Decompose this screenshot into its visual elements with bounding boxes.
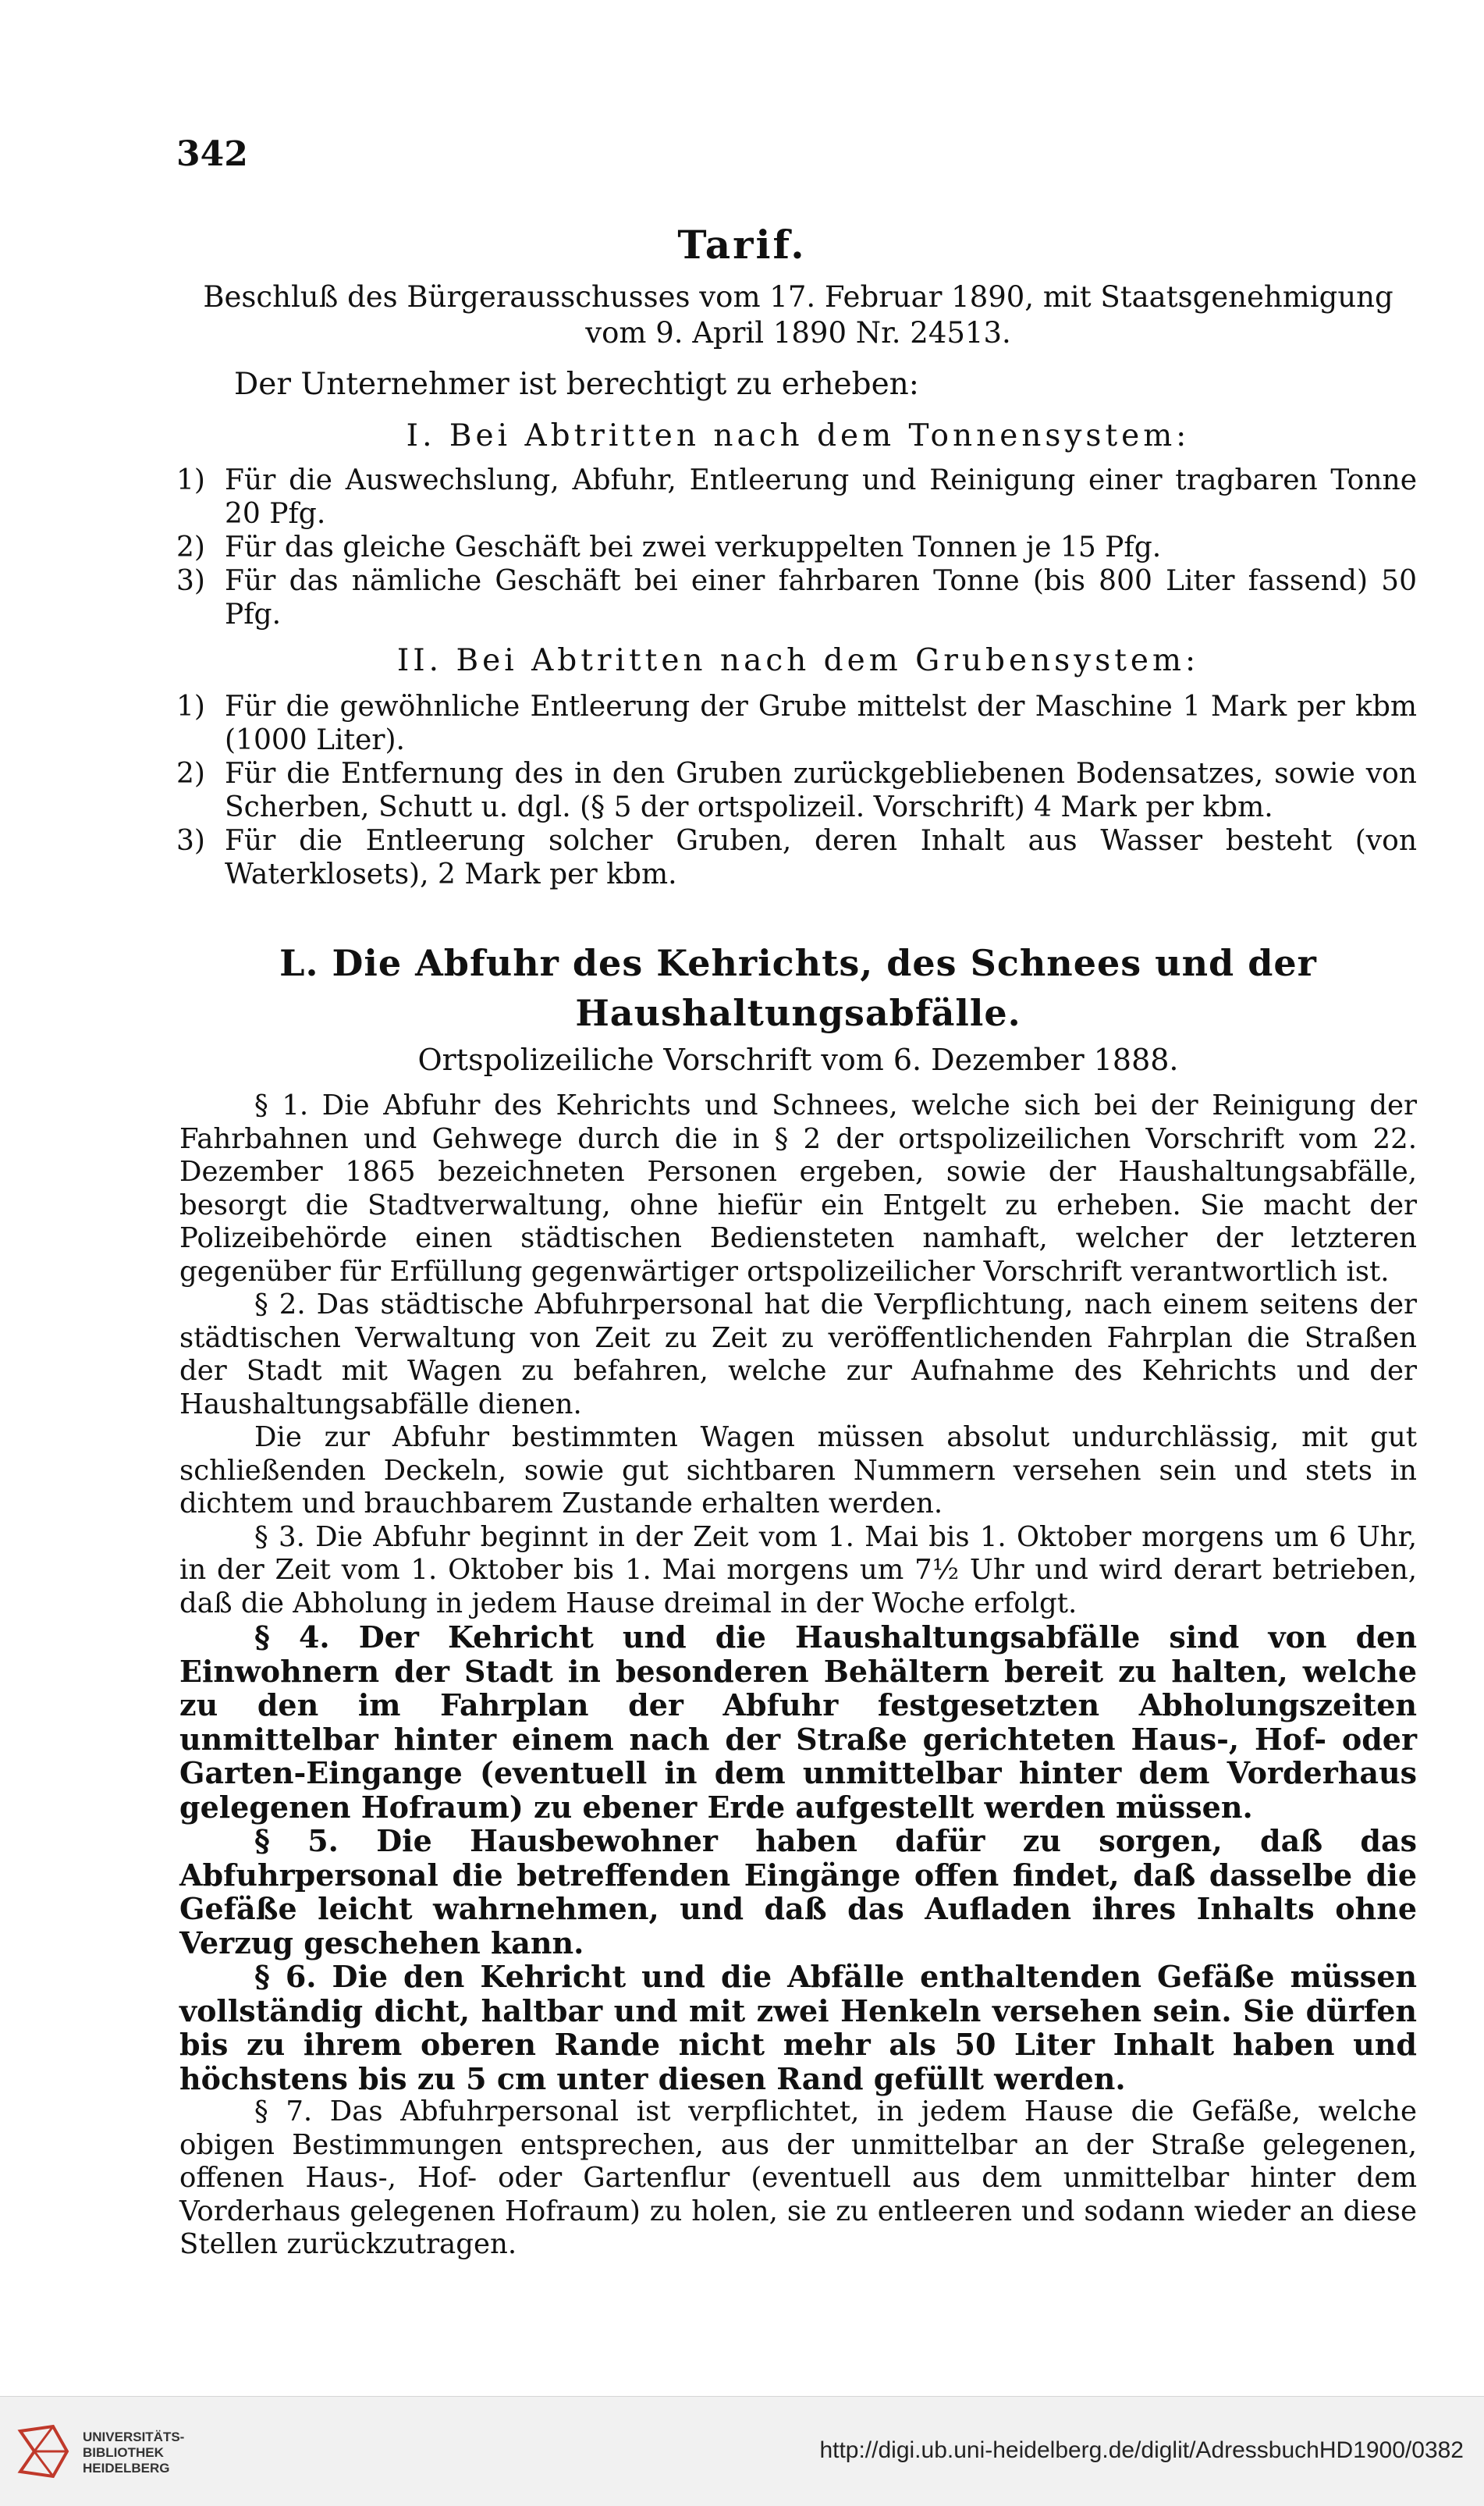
paragraph: Die zur Abfuhr bestimmten Wagen müssen absolut undurchlässig, mit gut schließenden Deckeln, sowie gut sichtbaren Nummern versehen sein und stets in dichtem und brauchbarem Zustande erhalten werden.	[179, 1421, 1417, 1520]
item-text: Für das gleiche Geschäft bei zwei verkuppelten Tonnen je 15 Pfg.	[225, 531, 1162, 563]
intro-line: Der Unternehmer ist berechtigt zu erheben:	[234, 367, 919, 402]
page-number: 342	[176, 134, 248, 174]
chapter-heading-line: Haushaltungsabfälle.	[575, 992, 1021, 1034]
decree-note	[179, 279, 1417, 351]
item-text: Für die gewöhnliche Entleerung der Grube mittelst der Maschine 1 Mark per kbm (1000 Liter).	[225, 691, 1417, 756]
item-number: 1)	[176, 464, 205, 496]
bold-paragraph: § 5. Die Hausbewohner haben dafür zu sorgen, daß das Abfuhrpersonal die betreffenden Eingänge offen findet, daß dasselbe die Gefäße leicht wahrnehmen, und daß das Aufladen ihres Inhalts ohne Verzug geschehen kann.	[179, 1823, 1417, 1960]
list-item	[176, 690, 1417, 757]
list-item	[176, 564, 1417, 631]
bold-paragraph: § 6. Die den Kehricht und die Abfälle enthaltenden Gefäße müssen vollständig dicht, haltbar und mit zwei Henkeln versehen sein. Sie dürfen bis zu ihrem oberen Rande nicht mehr als 50 Liter Inhalt haben und höchstens bis zu 5 cm unter diesen Rand gefüllt werden.	[179, 1959, 1417, 2096]
item-text: Für das nämliche Geschäft bei einer fahrbaren Tonne (bis 800 Liter fassend) 50 Pfg.	[225, 565, 1417, 631]
item-number: 3)	[176, 565, 205, 597]
item-number: 3)	[176, 825, 205, 857]
ordinance-text	[179, 1089, 1417, 2262]
paragraph: § 2. Das städtische Abfuhrpersonal hat die Verpflichtung, nach einem seitens der städtischen Verwaltung von Zeit zu Zeit zu veröffentlichenden Fahrplan die Straßen der Stadt mit Wagen zu befahren, welche zur Aufnahme des Kehrichts und der Haushaltungsabfälle dienen.	[179, 1289, 1417, 1420]
item-number: 1)	[176, 691, 205, 723]
item-text: Für die Entleerung solcher Gruben, deren Inhalt aus Wasser besteht (von Waterklosets), 2 Mark per kbm.	[225, 825, 1417, 890]
section-heading-tonnensystem: I. Bei Abtritten nach dem Tonnensystem:	[406, 418, 1191, 453]
source-url-link[interactable]: http://digi.ub.uni-heidelberg.de/diglit/AdressbuchHD1900/0382	[819, 2437, 1464, 2463]
paragraph: § 3. Die Abfuhr beginnt in der Zeit vom 1. Mai bis 1. Oktober morgens um 6 Uhr, in der Zeit vom 1. Oktober bis 1. Mai morgens um 7½ Uhr und wird derart betrieben, daß die Abholung in jedem Hause dreimal in der Woche erfolgt.	[179, 1520, 1417, 1619]
chapter-heading-line: L. Die Abfuhr des Kehrichts, des Schnees und der	[279, 942, 1317, 984]
list-item	[176, 824, 1417, 891]
list-item	[176, 757, 1417, 824]
university-library-logo-icon	[12, 2420, 75, 2483]
library-name-line: UNIVERSITÄTS-	[83, 2430, 185, 2444]
item-number: 2)	[176, 531, 205, 563]
tariff-list-tonnensystem	[176, 464, 1417, 631]
ordinance-line: Ortspolizeiliche Vorschrift vom 6. Dezember 1888.	[417, 1043, 1179, 1077]
viewer-footer	[0, 2396, 1484, 2506]
decree-line: Beschluß des Bürgerausschusses vom 17. Februar 1890, mit Staatsgenehmigung	[203, 280, 1393, 314]
list-item	[176, 531, 1417, 564]
item-text: Für die Auswechslung, Abfuhr, Entleerung und Reinigung einer tragbaren Tonne 20 Pfg.	[225, 464, 1417, 530]
item-number: 2)	[176, 758, 205, 790]
paragraph: § 1. Die Abfuhr des Kehrichts und Schnees, welche sich bei der Reinigung der Fahrbahnen und Gehwege durch die in § 2 der ortspolizeilichen Vorschrift vom 22. Dezember 1865 bezeichneten Personen ergeben, sowie der Haushaltungsabfälle, besorgt die Stadtverwaltung, ohne hiefür ein Entgelt zu erheben. Sie macht der Polizeibehörde einen städtischen Bediensteten namhaft, welcher der letzteren gegenüber für Erfüllung gegenwärtiger ortspolizeilicher Vorschrift verantwortlich ist.	[179, 1089, 1417, 1288]
section-heading-grubensystem: II. Bei Abtritten nach dem Grubensystem:	[396, 643, 1200, 678]
chapter-heading	[179, 938, 1417, 1038]
library-name-line: BIBLIOTHEK	[83, 2445, 164, 2460]
bold-paragraph: § 4. Der Kehricht und die Haushaltungsabfälle sind von den Einwohnern der Stadt in besonderen Behältern bereit zu halten, welche zu den im Fahrplan der Abfuhr festgesetzten Abholungszeiten unmittelbar hinter einem nach der Straße gerichteten Haus-, Hof- oder Garten-Eingange (eventuell in dem unmittelbar hinter dem Vorderhaus gelegenen Hofraum) zu ebener Erde aufgestellt werden müssen.	[179, 1619, 1417, 1825]
list-item	[176, 464, 1417, 531]
decree-line: vom 9. April 1890 Nr. 24513.	[585, 316, 1011, 350]
paragraph: § 7. Das Abfuhrpersonal ist verpflichtet, in jedem Hause die Gefäße, welche obigen Bestimmungen entsprechen, aus der unmittelbar an der Straße gelegenen, offenen Haus-, Hof- oder Gartenflur (eventuell aus dem unmittelbar hinter dem Vorderhaus gelegenen Hofraum) zu holen, sie zu entleeren und sodann wieder an diese Stellen zurückzutragen.	[179, 2095, 1417, 2260]
tariff-list-grubensystem	[176, 690, 1417, 891]
item-text: Für die Entfernung des in den Gruben zurückgebliebenen Bodensatzes, sowie von Scherben, Schutt u. dgl. (§ 5 der ortspolizeil. Vorschrift) 4 Mark per kbm.	[225, 758, 1417, 823]
library-name	[83, 2430, 184, 2476]
page-title: Tarif.	[677, 222, 807, 268]
library-name-line: HEIDELBERG	[83, 2461, 170, 2476]
